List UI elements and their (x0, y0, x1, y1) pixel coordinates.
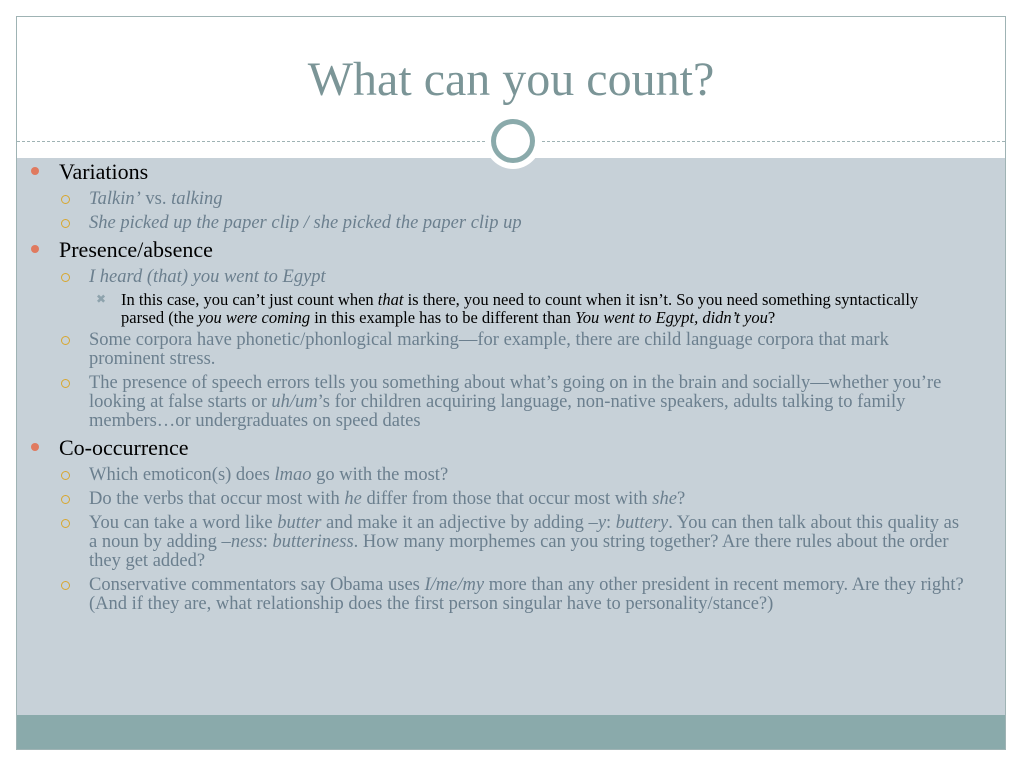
text-run: ness (230, 532, 263, 552)
text-run: I heard (that) you went to Egypt (89, 267, 326, 287)
text-run: Conservative commentators say Obama uses (89, 575, 425, 595)
text-run: Some corpora have phonetic/phonlogical marking—for example, there are child language corpora that mark prominent stress. (89, 330, 889, 369)
text-run: y (597, 513, 607, 533)
text-run: is there, you need to count when it isn’t. So you need something syntactically parsed (the (121, 290, 919, 327)
bullet-ring-icon (61, 519, 70, 528)
text-run: differ from those that occur most with (361, 489, 653, 509)
sub-sub-bullet-parsing (30, 291, 965, 326)
text-run: more than any other president in recent memory. Are they right? (And if they are, what relationship does the first person singular have to personality/stance?) (89, 575, 964, 614)
bullet-variations (30, 158, 965, 185)
sub-bullet-obama (30, 576, 965, 614)
text-run: that (377, 290, 404, 309)
bullet-dot-icon (31, 443, 39, 451)
text-run: talking (171, 189, 223, 209)
text-run: uh/um (271, 392, 318, 412)
text-run: You went to Egypt, didn’t you (575, 307, 768, 327)
sub-bullet-phonetic (30, 331, 965, 369)
text-run: : (606, 513, 616, 533)
text-run: in this example has to be different than (310, 307, 576, 327)
text-run: go with the most? (311, 465, 449, 485)
sub-bullet-egypt (30, 268, 965, 287)
bullet-ring-icon (61, 581, 70, 590)
sub-bullet-verbs (30, 490, 965, 509)
text-run: vs. (140, 189, 172, 209)
text-run: Talkin’ (89, 189, 141, 209)
bullet-ring-icon (61, 471, 70, 480)
footer-band (17, 715, 1005, 749)
text-run: In this case, you can’t just count when (121, 290, 378, 309)
sub-bullet-morphemes (30, 514, 965, 571)
sub-bullet-talkin (30, 190, 965, 209)
text-run: ’s for children acquiring language, non-native speakers, adults talking to family members…or undergraduates on speed dates (89, 392, 906, 431)
text-run: Which emoticon(s) does (89, 465, 275, 485)
text-run: butter (277, 513, 322, 533)
bullet-presence-absence (30, 236, 965, 263)
bullet-label: Co-occurrence (59, 435, 189, 460)
bullet-ring-icon (61, 336, 70, 345)
text-run: I/me/my (424, 575, 485, 595)
bullet-dot-icon (31, 167, 39, 175)
text-run: Do the verbs that occur most with (89, 489, 345, 509)
bullet-ring-icon (61, 495, 70, 504)
bullet-ring-icon (61, 379, 70, 388)
text-run: he (344, 489, 362, 509)
text-run: buttery (615, 513, 669, 533)
text-run: ? (676, 489, 686, 509)
text-run: she (652, 489, 677, 509)
sub-bullet-speech-errors (30, 374, 965, 431)
text-run: you were coming (197, 307, 311, 327)
text-run: ? (767, 307, 776, 327)
text-run: She picked up the paper clip / she picked the paper clip up (89, 213, 522, 233)
text-run: You can take a word like (89, 513, 278, 533)
text-run: butteriness (272, 532, 354, 552)
bullet-ring-icon (61, 273, 70, 282)
text-run: . How many morphemes can you string together? Are there rules about the order they get added? (89, 532, 949, 571)
bullet-label: Presence/absence (59, 237, 213, 262)
bullet-ring-icon (61, 195, 70, 204)
text-run: The presence of speech errors tells you something about what’s going on in the brain and socially—whether you’re looking at false starts or (89, 373, 942, 412)
bullet-cross-icon: ✖ (96, 292, 107, 306)
bullet-ring-icon (61, 219, 70, 228)
sub-bullet-paper-clip (30, 214, 965, 233)
bullet-dot-icon (31, 245, 39, 253)
bullet-co-occurrence (30, 434, 965, 461)
text-run: lmao (274, 465, 312, 485)
page-title: What can you count? (307, 53, 715, 106)
text-run: : (262, 532, 273, 552)
slide-content (30, 155, 965, 614)
ornament-inner (496, 124, 530, 158)
bullet-label: Variations (59, 159, 149, 184)
sub-bullet-emoticon (30, 466, 965, 485)
text-run: and make it an adjective by adding – (321, 513, 598, 533)
text-run: . You can then talk about this quality as a noun by adding – (89, 513, 960, 552)
